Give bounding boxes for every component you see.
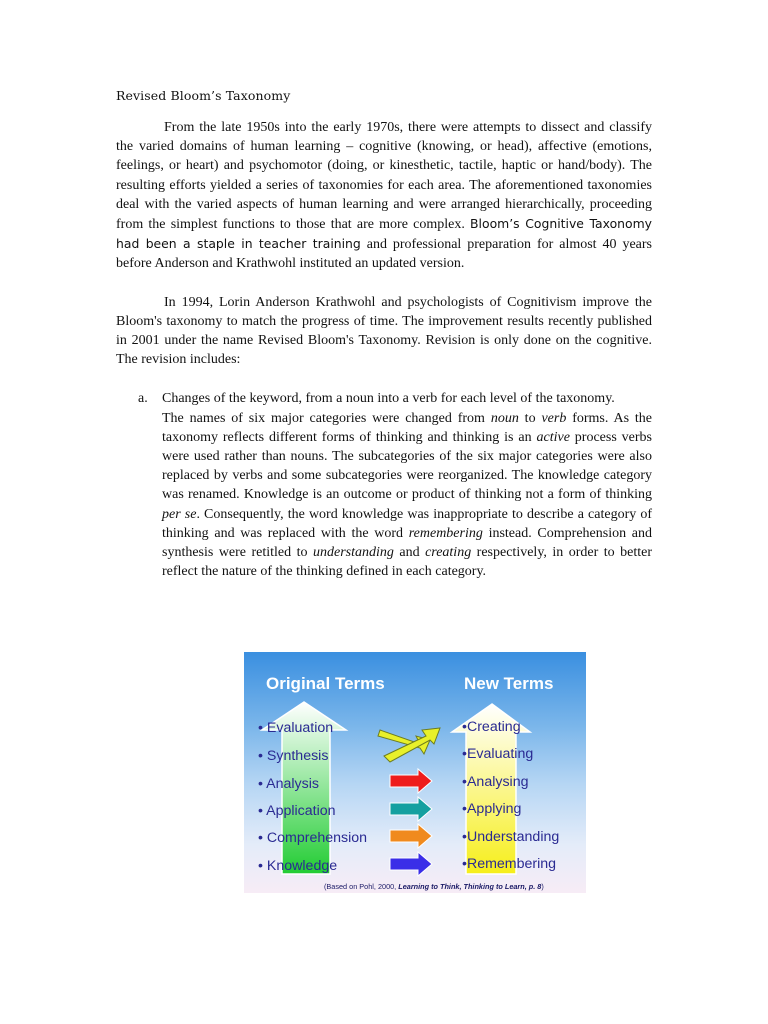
original-term-application: • Application — [258, 803, 336, 819]
arrow-analysis — [390, 769, 432, 793]
swap-arrow-up — [384, 728, 440, 762]
taxonomy-figure — [244, 652, 586, 893]
new-term-applying: •Applying — [462, 801, 522, 817]
arrow-comprehension — [390, 824, 432, 848]
original-term-analysis: • Analysis — [258, 776, 319, 792]
arrow-application — [390, 797, 432, 821]
new-term-creating: •Creating — [462, 719, 521, 735]
original-terms-heading: Original Terms — [266, 674, 385, 693]
new-term-evaluating: •Evaluating — [462, 746, 534, 762]
original-term-synthesis: • Synthesis — [258, 748, 329, 764]
list-item-heading: Changes of the keyword, from a noun into a verb for each level of the taxonomy. — [162, 391, 615, 407]
document-page — [116, 88, 652, 581]
original-term-evaluation: • Evaluation — [258, 720, 334, 736]
list-item-a — [116, 389, 652, 581]
list-item-body: The names of six major categories were changed from noun to verb forms. As the taxonomy reflects different forms of thinking and thinking is an active process verbs were used rather than nouns. The subcategories of the six major categories were also replaced by verbs and some subcategories were reorganized. The knowledge category was renamed. Knowledge is an outcome or product of thinking not a form of thinking per se. Consequently, the word knowledge was inappropriate to describe a category of thinking and was replaced with the word remembering instead. Comprehension and synthesis were retitled to understanding and creating respectively, in order to better reflect the nature of the thinking defined in each category. — [162, 410, 653, 580]
list-marker: a. — [138, 391, 148, 407]
paragraph-2: In 1994, Lorin Anderson Krathwohl and psychologists of Cognitivism improve the Bloom's taxonomy to match the progress of time. The improvement results recently published in 2001 under the name Revised Bloom's Taxonomy. Revision is only done on the cognitive. The revision includes: — [116, 294, 652, 368]
figure-caption: (Based on Pohl, 2000, Learning to Think, Thinking to Learn, p. 8) — [324, 882, 544, 891]
paragraph-1: From the late 1950s into the early 1970s, there were attempts to dissect and classify the varied domains of human learning – cognitive (knowing, or head), affective (emotions, feelings, or heart) and psychomotor (doing, or kinesthetic, tactile, haptic or hand/body). The resulting efforts yielded a series of taxonomies for each area. The aforementioned taxonomies deal with the varied aspects of human learning and were arranged hierarchically, proceeding from the simplest functions to those that are more complex. Bloom’s Cognitive Taxonomy had been a staple in teacher training and professional preparation for almost 40 years before Anderson and Krathwohl instituted an updated version. — [116, 120, 653, 272]
original-term-comprehension: • Comprehension — [258, 830, 368, 846]
new-term-remembering: •Remembering — [462, 856, 557, 872]
arrow-knowledge — [390, 852, 432, 876]
new-term-understanding: •Understanding — [462, 829, 560, 845]
document-title: Revised Bloom’s Taxonomy — [116, 88, 291, 103]
original-term-knowledge: • Knowledge — [258, 858, 338, 874]
new-term-analysing: •Analysing — [462, 774, 529, 790]
new-terms-heading: New Terms — [464, 674, 554, 693]
